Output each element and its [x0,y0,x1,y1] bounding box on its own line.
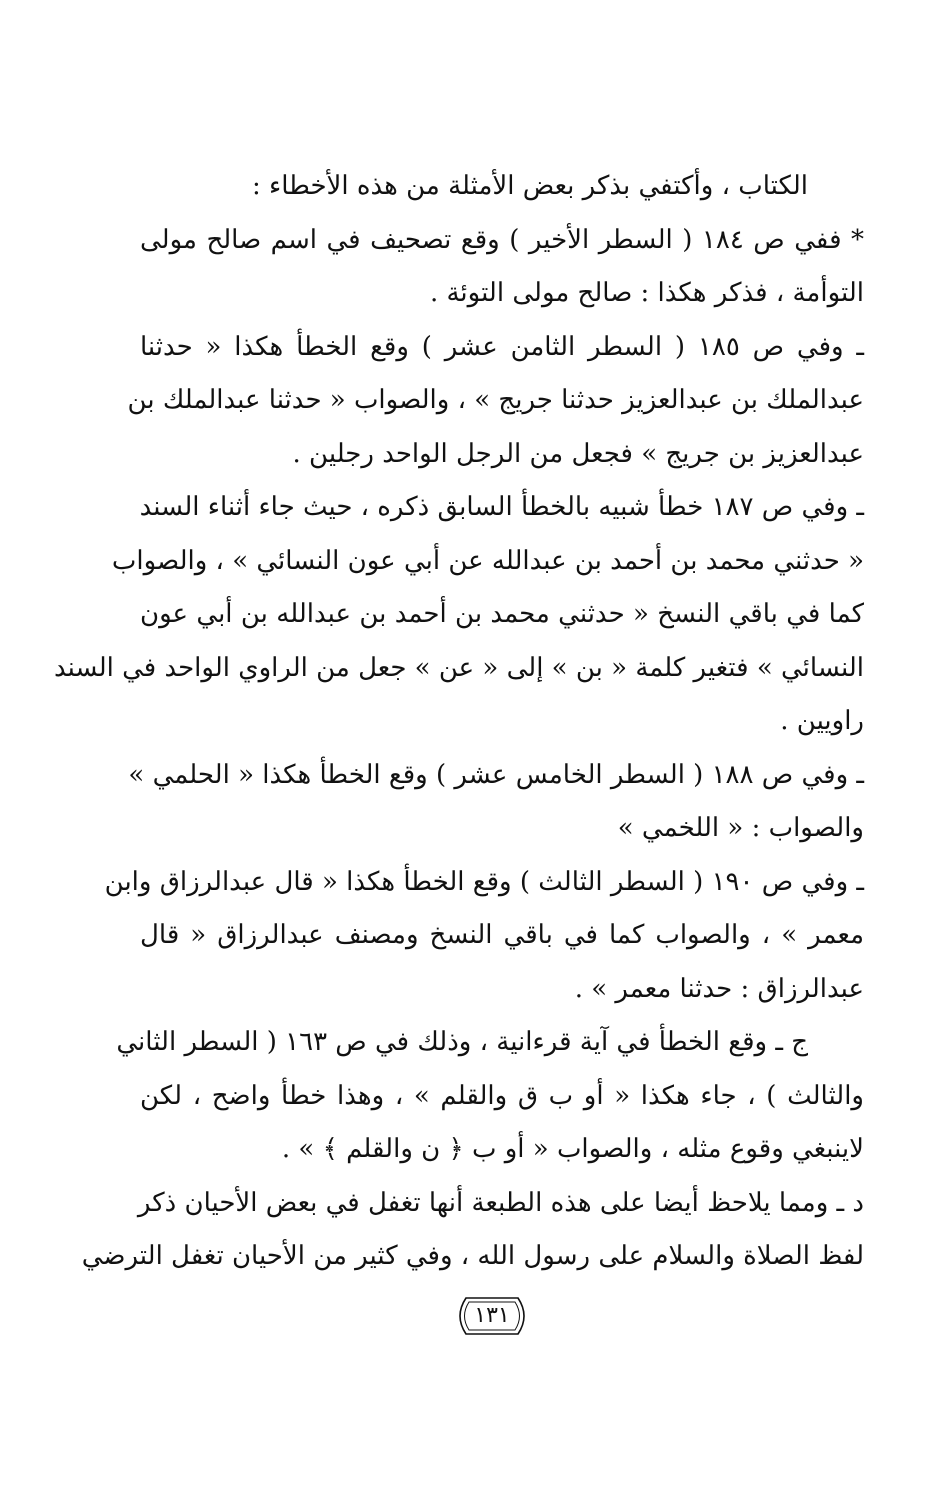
text-line: * ففي ص ١٨٤ ( السطر الأخير ) وقع تصحيف في اسم صالح مولى [140,224,864,255]
page-number-label: ١٣١ [474,1303,510,1328]
text-line: عبدالعزيز بن جريج » فجعل من الرجل الواحد رجلين . [292,438,864,469]
text-line: راويين . [780,706,864,736]
text-line: « حدثني محمد بن أحمد بن عبدالله عن أبي عون النسائي » ، والصواب [111,545,864,576]
text-line: عبدالملك بن عبدالعزيز حدثنا جريج » ، والصواب « حدثنا عبدالملك بن [127,385,864,415]
text-line: معمر » ، والصواب كما في باقي النسخ ومصنف عبدالرزاق « قال [140,920,864,950]
text-line: الكتاب ، وأكتفي بذكر بعض الأمثلة من هذه الأخطاء : [251,171,808,201]
page-number [452,1294,532,1338]
text-line: عبدالرزاق : حدثنا معمر » . [574,973,864,1004]
text-line: التوأمة ، فذكر هكذا : صالح مولى التوئة . [429,278,864,308]
text-line: ـ وفي ص ١٨٥ ( السطر الثامن عشر ) وقع الخطأ هكذا « حدثنا [140,331,864,362]
text-line: لفظ الصلاة والسلام على رسول الله ، وفي كثير من الأحيان تغفل الترضي [81,1241,864,1271]
text-line: والصواب : « اللخمي » [617,813,864,843]
text-line: النسائي » فتغير كلمة « بن » إلى « عن » جعل من الراوي الواحد في السند [54,652,864,683]
text-line: ـ وفي ص ١٩٠ ( السطر الثالث ) وقع الخطأ هكذا « قال عبدالرزاق وابن [104,866,864,897]
text-line: د ـ ومما يلاحظ أيضا على هذه الطبعة أنها تغفل في بعض الأحيان ذكر [137,1187,864,1218]
text-line: ـ وفي ص ١٨٧ خطأ شبيه بالخطأ السابق ذكره ، حيث جاء أثناء السند [139,492,864,522]
text-line: كما في باقي النسخ « حدثني محمد بن أحمد بن عبدالله بن أبي عون [140,599,864,629]
text-line: ـ وفي ص ١٨٨ ( السطر الخامس عشر ) وقع الخطأ هكذا « الحلمي » [128,759,864,790]
text-line: لاينبغي وقوع مثله ، والصواب « أو ب ﴿ ن والقلم ﴾ » . [281,1134,864,1164]
body-text [54,160,864,1284]
text-line: ج ـ وقع الخطأ في آية قرءانية ، وذلك في ص ١٦٣ ( السطر الثاني [116,1027,808,1057]
text-line: والثالث ) ، جاء هكذا « أو ب ق والقلم » ، وهذا خطأ واضح ، لكن [140,1080,864,1111]
